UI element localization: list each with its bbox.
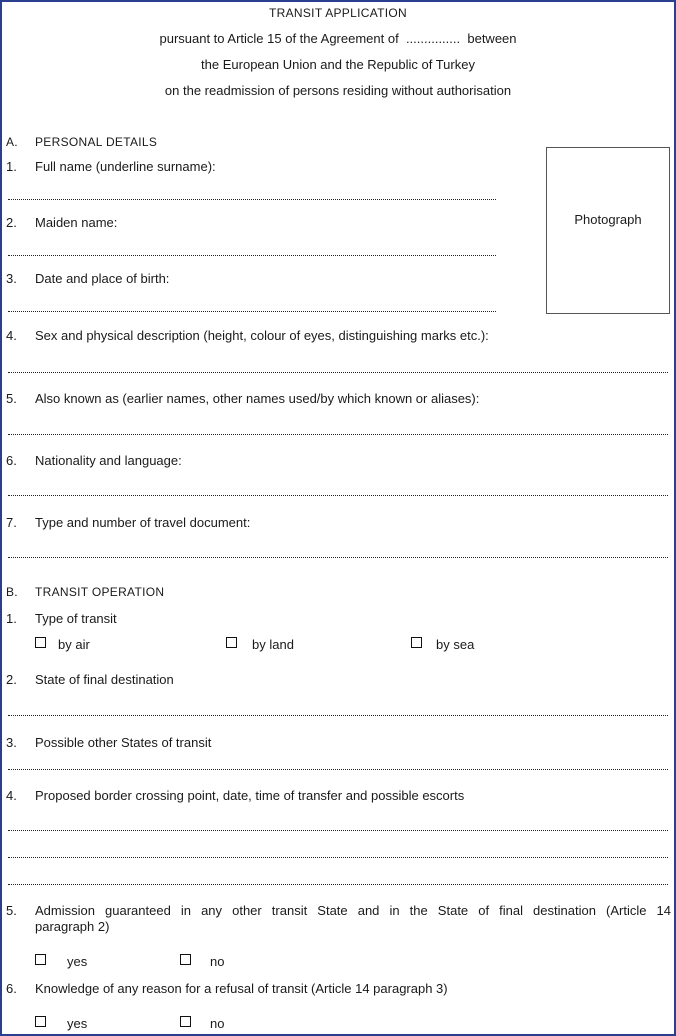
a5-number: 5. [6, 391, 17, 406]
b6-yes-label: yes [67, 1016, 88, 1031]
section-a-title: PERSONAL DETAILS [35, 135, 158, 149]
a1-number: 1. [6, 159, 17, 174]
header-line-2: the European Union and the Republic of Turkey [201, 57, 475, 72]
b2-final-destination-label: State of final destination [35, 672, 174, 687]
b6-refusal-label: Knowledge of any reason for a refusal of transit (Article 14 paragraph 3) [35, 981, 448, 996]
a1-full-name-label: Full name (underline surname): [35, 159, 216, 174]
border-crossing-field-line-3[interactable] [8, 884, 668, 885]
a6-number: 6. [6, 453, 17, 468]
b3-number: 3. [6, 735, 17, 750]
a7-travel-document-label: Type and number of travel document: [35, 515, 251, 530]
b5-yes-label: yes [67, 954, 88, 969]
header-line-1-end: between [467, 31, 517, 46]
aliases-field[interactable] [8, 434, 668, 435]
date-place-of-birth-field[interactable] [8, 311, 496, 312]
section-b-title: TRANSIT OPERATION [35, 585, 165, 599]
agreement-date-blank[interactable]: ............... [405, 31, 461, 46]
b2-number: 2. [6, 672, 17, 687]
by-sea-label: by sea [436, 637, 475, 652]
b5-no-checkbox[interactable] [180, 954, 191, 965]
physical-description-field[interactable] [8, 372, 668, 373]
a7-number: 7. [6, 515, 17, 530]
photograph-box[interactable] [546, 147, 670, 314]
b6-no-label: no [210, 1016, 225, 1031]
header-line-1 [2, 31, 674, 46]
b1-type-of-transit-label: Type of transit [35, 611, 117, 626]
other-transit-states-field[interactable] [8, 769, 668, 770]
travel-document-field[interactable] [8, 557, 668, 558]
b5-admission-label: Admission guaranteed in any other transit State and in the State of final destination (Article 14 [35, 903, 671, 918]
header-line-3: on the readmission of persons residing without authorisation [164, 83, 512, 98]
photograph-label: Photograph [574, 212, 642, 227]
form-title: TRANSIT APPLICATION [269, 6, 407, 20]
a4-description-label: Sex and physical description (height, colour of eyes, distinguishing marks etc.): [35, 328, 489, 343]
b5-admission-label-cont: paragraph 2) [35, 919, 110, 934]
b6-yes-checkbox[interactable] [35, 1016, 46, 1027]
header-line-1-text: pursuant to Article 15 of the Agreement of [159, 31, 399, 46]
border-crossing-field-line-2[interactable] [8, 857, 668, 858]
b5-yes-checkbox[interactable] [35, 954, 46, 965]
b5-no-label: no [210, 954, 225, 969]
b5-number: 5. [6, 903, 17, 918]
a2-maiden-name-label: Maiden name: [35, 215, 118, 230]
maiden-name-field[interactable] [8, 255, 496, 256]
a6-nationality-label: Nationality and language: [35, 453, 182, 468]
by-air-label: by air [58, 637, 90, 652]
b6-no-checkbox[interactable] [180, 1016, 191, 1027]
b4-number: 4. [6, 788, 17, 803]
by-sea-checkbox[interactable] [411, 637, 422, 648]
a2-number: 2. [6, 215, 17, 230]
a3-number: 3. [6, 271, 17, 286]
a3-birth-label: Date and place of birth: [35, 271, 170, 286]
nationality-language-field[interactable] [8, 495, 668, 496]
by-land-checkbox[interactable] [226, 637, 237, 648]
section-a-letter: A. [6, 135, 18, 149]
by-air-checkbox[interactable] [35, 637, 46, 648]
b3-other-states-label: Possible other States of transit [35, 735, 212, 750]
b4-border-crossing-label: Proposed border crossing point, date, time of transfer and possible escorts [35, 788, 465, 803]
b1-number: 1. [6, 611, 17, 626]
final-destination-field[interactable] [8, 715, 668, 716]
a5-aliases-label: Also known as (earlier names, other names used/by which known or aliases): [35, 391, 480, 406]
full-name-field[interactable] [8, 199, 496, 200]
border-crossing-field-line-1[interactable] [8, 830, 668, 831]
section-b-letter: B. [6, 585, 18, 599]
a4-number: 4. [6, 328, 17, 343]
by-land-label: by land [252, 637, 294, 652]
b6-number: 6. [6, 981, 17, 996]
